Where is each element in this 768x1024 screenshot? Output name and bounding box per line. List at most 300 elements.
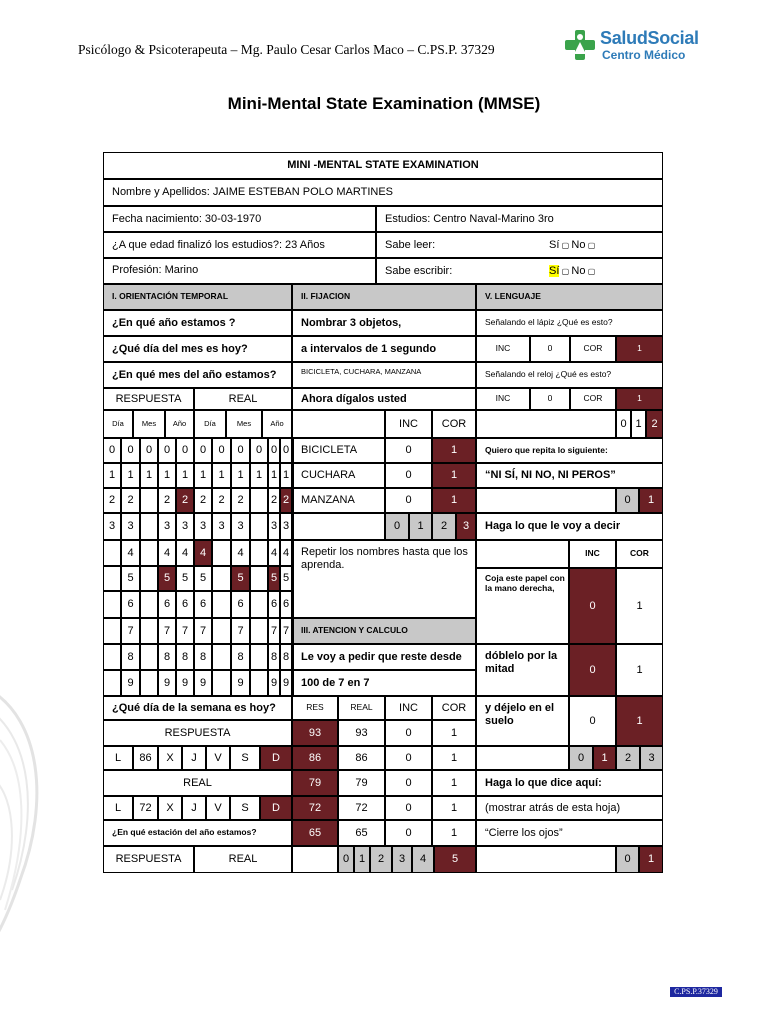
form-cell [476, 540, 569, 568]
form-cell [476, 438, 663, 463]
cell-text: 2 [651, 417, 658, 430]
digit-cell[interactable]: 5 [121, 566, 140, 591]
cell-text: BICICLETA, CUCHARA, MANZANA [301, 367, 422, 376]
digit-cell[interactable]: 3 [212, 513, 231, 540]
digit-cell[interactable]: 4 [268, 540, 280, 566]
digit-cell[interactable]: 9 [176, 670, 194, 696]
form-cell [206, 746, 230, 770]
form-cell [569, 644, 616, 696]
cell-text: 1 [450, 751, 458, 764]
digit-cell[interactable]: 9 [121, 670, 140, 696]
form-cell [570, 388, 616, 410]
cell-text: 1 [636, 599, 643, 612]
form-cell [432, 796, 476, 820]
cell-text: 0 [405, 801, 412, 814]
form-cell [476, 770, 663, 796]
digit-cell[interactable] [250, 618, 268, 644]
cell-text: CUCHARA [301, 469, 356, 482]
digit-cell[interactable]: 8 [158, 644, 176, 670]
option-si[interactable]: Sí [549, 264, 560, 277]
form-cell [639, 846, 663, 873]
cell-text: 65 [308, 826, 322, 839]
digit-cell[interactable]: 7 [158, 618, 176, 644]
form-cell [194, 388, 292, 410]
form-cell [260, 746, 292, 770]
cell-text: INC [495, 393, 511, 404]
cell-text: INC [399, 701, 418, 714]
digit-cell[interactable]: 2 [231, 488, 250, 513]
form-cell [103, 258, 376, 284]
digit-cell[interactable] [250, 488, 268, 513]
form-cell [530, 388, 570, 410]
cell-text: a intervalos de 1 segundo [301, 342, 437, 355]
form-cell [292, 388, 476, 410]
digit-cell[interactable] [250, 670, 268, 696]
digit-cell[interactable]: 1 [250, 463, 268, 488]
form-cell [103, 846, 194, 873]
footer-registration-badge: C.PS.P.37329 [670, 987, 722, 997]
form-cell [434, 846, 476, 873]
form-cell [616, 696, 663, 746]
form-cell [292, 410, 385, 438]
cell-text: 3 [648, 751, 655, 764]
cell-text: Sabe leer: [385, 238, 436, 251]
digit-cell[interactable]: 2 [121, 488, 140, 513]
digit-cell[interactable]: 4 [280, 540, 292, 566]
digit-cell[interactable]: 1 [103, 463, 121, 488]
digit-cell[interactable] [292, 591, 294, 618]
digit-cell[interactable]: 3 [268, 513, 280, 540]
form-cell [456, 513, 476, 540]
digit-cell[interactable]: 0 [140, 438, 158, 463]
cell-text: Repetir los nombres hasta que los aprenda. [301, 546, 468, 571]
digit-cell[interactable] [140, 670, 158, 696]
digit-cell[interactable] [292, 566, 294, 591]
cell-text: 0 [405, 444, 412, 457]
form-cell [260, 796, 292, 820]
escribir-options [549, 265, 595, 278]
form-cell [103, 232, 376, 258]
digit-cell[interactable] [250, 513, 268, 540]
digit-cell[interactable] [103, 591, 121, 618]
digit-cell[interactable] [292, 513, 294, 540]
digit-cell[interactable] [212, 644, 231, 670]
form-cell [292, 438, 385, 463]
form-cell [476, 284, 663, 310]
cell-text: 4 [419, 853, 427, 866]
digit-cell[interactable]: 1 [231, 463, 250, 488]
form-cell [182, 796, 206, 820]
cell-text: RESPUESTA [115, 392, 182, 405]
form-cell [292, 796, 338, 820]
digit-cell[interactable]: 5 [158, 566, 176, 591]
digit-cell[interactable]: 1 [280, 463, 292, 488]
digit-cell[interactable] [212, 618, 231, 644]
cell-text: Coja este papel con la mano derecha, [485, 573, 565, 593]
form-cell [385, 770, 432, 796]
form-cell [569, 540, 616, 568]
digit-cell[interactable]: 1 [158, 463, 176, 488]
form-cell [103, 310, 292, 336]
digit-cell[interactable]: 0 [250, 438, 268, 463]
form-cell [616, 488, 639, 513]
cell-text: 0 [624, 853, 631, 866]
digit-cell[interactable]: 6 [176, 591, 194, 618]
digit-cell[interactable] [103, 670, 121, 696]
digit-cell[interactable]: 0 [268, 438, 280, 463]
cell-text: 0 [405, 751, 412, 764]
cell-text: 93 [355, 726, 368, 739]
form-cell [103, 796, 133, 820]
form-cell [103, 206, 376, 232]
cell-text: ¿Qué día del mes es hoy? [112, 342, 248, 355]
digit-cell[interactable]: 9 [158, 670, 176, 696]
form-cell [570, 336, 616, 362]
form-cell [158, 796, 182, 820]
form-cell [476, 388, 530, 410]
digit-cell[interactable]: 6 [194, 591, 212, 618]
form-cell [476, 820, 663, 846]
form-cell [230, 796, 260, 820]
form-cell [103, 746, 133, 770]
form-cell [354, 846, 370, 873]
cell-text: COR [583, 393, 603, 404]
cell-text: Señalando el lápiz ¿Qué es esto? [485, 317, 613, 328]
form-cell [103, 362, 292, 388]
form-cell [103, 410, 133, 438]
digit-cell[interactable]: 3 [194, 513, 212, 540]
form-cell [616, 410, 631, 438]
digit-cell[interactable]: 7 [231, 618, 250, 644]
form-cell [616, 540, 663, 568]
digit-cell[interactable]: 6 [280, 591, 292, 618]
cell-text: “Cierre los ojos” [485, 826, 563, 839]
form-cell [292, 644, 476, 670]
form-cell [292, 720, 338, 746]
form-cell [103, 179, 663, 206]
digit-cell[interactable] [140, 488, 158, 513]
digit-cell[interactable] [140, 566, 158, 591]
digit-cell[interactable]: 9 [268, 670, 280, 696]
cell-text: Año [270, 418, 284, 428]
digit-cell[interactable]: 3 [231, 513, 250, 540]
cell-text: Le voy a pedir que reste desde [301, 650, 462, 663]
cell-text: Estudios: Centro Naval-Marino 3ro [385, 212, 554, 225]
digit-cell[interactable]: 5 [176, 566, 194, 591]
checkbox-icon[interactable]: ▢ [559, 240, 572, 250]
checkbox-icon[interactable]: ▢ [585, 240, 596, 250]
digit-cell[interactable]: 0 [212, 438, 231, 463]
digit-cell[interactable]: 6 [268, 591, 280, 618]
cell-text: Sabe escribir: [385, 264, 453, 277]
digit-cell[interactable]: 3 [176, 513, 194, 540]
form-cell [206, 796, 230, 820]
leer-options [549, 239, 595, 252]
form-cell [194, 410, 226, 438]
digit-cell[interactable]: 8 [280, 644, 292, 670]
cell-text: COR [441, 701, 467, 714]
cell-text: COR [441, 417, 467, 430]
form-cell [292, 513, 385, 540]
form-cell [292, 846, 338, 873]
digit-cell[interactable] [140, 591, 158, 618]
document-title: Mini-Mental State Examination (MMSE) [227, 94, 541, 113]
form-cell [476, 463, 663, 488]
cell-text: 0 [589, 599, 596, 612]
digit-cell[interactable]: 0 [158, 438, 176, 463]
option-no[interactable]: No [571, 264, 586, 277]
digit-cell[interactable] [250, 540, 268, 566]
digit-cell[interactable]: 3 [158, 513, 176, 540]
form-cell [476, 310, 663, 336]
cell-text: 100 de 7 en 7 [301, 676, 370, 689]
digit-cell[interactable]: 3 [280, 513, 292, 540]
digit-cell[interactable]: 0 [194, 438, 212, 463]
form-cell [103, 720, 292, 746]
digit-cell[interactable]: 0 [231, 438, 250, 463]
digit-cell[interactable]: 8 [121, 644, 140, 670]
cell-text: Haga lo que le voy a decir [485, 520, 621, 533]
cell-text: L [114, 801, 122, 814]
digit-cell[interactable]: 4 [121, 540, 140, 566]
cell-text: REAL [228, 853, 258, 866]
digit-cell[interactable] [140, 513, 158, 540]
digit-cell[interactable]: 4 [176, 540, 194, 566]
form-cell [432, 488, 476, 513]
form-cell [338, 696, 385, 720]
cell-text: 0 [624, 494, 631, 507]
digit-cell[interactable]: 8 [194, 644, 212, 670]
form-cell [476, 796, 663, 820]
digit-cell[interactable]: 4 [158, 540, 176, 566]
form-cell [385, 488, 432, 513]
cell-text: 0 [405, 469, 412, 482]
form-cell [476, 336, 530, 362]
cell-text: MINI -MENTAL STATE EXAMINATION [287, 159, 479, 172]
form-cell [476, 568, 569, 644]
form-cell [338, 820, 385, 846]
digit-cell[interactable]: 6 [158, 591, 176, 618]
digit-cell[interactable] [292, 438, 294, 463]
digit-cell[interactable] [292, 463, 294, 488]
form-cell [385, 796, 432, 820]
digit-cell[interactable]: 1 [194, 463, 212, 488]
digit-cell[interactable]: 0 [176, 438, 194, 463]
digit-cell[interactable]: 7 [176, 618, 194, 644]
digit-cell[interactable]: 7 [121, 618, 140, 644]
option-no[interactable]: No [571, 238, 586, 251]
cell-text: 0 [405, 494, 412, 507]
cell-text: 65 [355, 826, 368, 839]
form-cell [392, 846, 412, 873]
digit-cell[interactable]: 1 [121, 463, 140, 488]
digit-cell[interactable]: 6 [121, 591, 140, 618]
digit-cell[interactable]: 2 [212, 488, 231, 513]
cell-text: REAL [350, 702, 373, 713]
cell-text: S [241, 751, 249, 764]
form-cell [292, 618, 476, 644]
digit-cell[interactable] [103, 618, 121, 644]
digit-cell[interactable] [292, 644, 294, 670]
form-cell [432, 463, 476, 488]
cell-text: Quiero que repita lo siguiente: [485, 444, 608, 455]
form-cell [385, 746, 432, 770]
digit-cell[interactable] [250, 566, 268, 591]
digit-cell[interactable]: 2 [268, 488, 280, 513]
cell-text: V. LENGUAJE [485, 291, 541, 302]
checkbox-icon[interactable]: ▢ [559, 266, 572, 276]
form-cell [385, 513, 409, 540]
digit-cell[interactable]: 6 [231, 591, 250, 618]
digit-cell[interactable]: 7 [268, 618, 280, 644]
form-cell [338, 746, 385, 770]
digit-cell[interactable] [103, 644, 121, 670]
digit-cell[interactable] [212, 670, 231, 696]
form-cell [182, 746, 206, 770]
digit-cell[interactable]: 8 [176, 644, 194, 670]
digit-cell[interactable] [140, 540, 158, 566]
cell-text: 1 [358, 853, 366, 866]
cell-text: 0 [342, 853, 350, 866]
form-cell [476, 513, 663, 540]
cell-text: V [214, 751, 222, 764]
form-cell [432, 513, 456, 540]
digit-cell[interactable]: 2 [103, 488, 121, 513]
cell-text: III. ATENCION Y CALCULO [301, 625, 408, 636]
form-cell [103, 152, 663, 179]
cell-text: J [191, 751, 197, 764]
digit-cell[interactable]: 7 [194, 618, 212, 644]
digit-cell[interactable]: 8 [268, 644, 280, 670]
digit-cell[interactable]: 5 [194, 566, 212, 591]
cell-text: 1 [636, 663, 643, 676]
cell-text: RESPUESTA [115, 853, 182, 866]
digit-cell[interactable]: 0 [103, 438, 121, 463]
digit-cell[interactable]: 5 [231, 566, 250, 591]
digit-cell[interactable]: 7 [280, 618, 292, 644]
cell-text: 79 [308, 776, 322, 789]
digit-cell[interactable] [140, 644, 158, 670]
form-cell [226, 410, 262, 438]
cell-text: 1 [636, 714, 643, 727]
cell-text: 86 [139, 751, 152, 764]
digit-cell[interactable] [250, 591, 268, 618]
digit-cell[interactable] [212, 591, 231, 618]
form-cell [476, 488, 616, 513]
digit-cell[interactable]: 9 [194, 670, 212, 696]
cell-text: J [191, 801, 197, 814]
form-cell [616, 644, 663, 696]
cell-text: COR [583, 343, 603, 354]
digit-cell[interactable]: 9 [231, 670, 250, 696]
form-cell [158, 746, 182, 770]
form-cell [292, 284, 476, 310]
cell-text: Haga lo que dice aquí: [485, 776, 602, 789]
cell-text: 0 [577, 751, 585, 764]
cell-text: RESPUESTA [164, 726, 231, 739]
cell-text: Nombre y Apellidos: JAIME ESTEBAN POLO MARTINES [112, 186, 393, 199]
digit-cell[interactable]: 2 [194, 488, 212, 513]
cell-text: Día [204, 418, 216, 428]
cell-text: 5 [451, 853, 459, 866]
digit-cell[interactable]: 2 [280, 488, 292, 513]
cell-text: V [214, 801, 222, 814]
form-cell [639, 488, 663, 513]
digit-cell[interactable]: 4 [194, 540, 212, 566]
digit-cell[interactable]: 0 [121, 438, 140, 463]
digit-cell[interactable]: 3 [103, 513, 121, 540]
digit-cell[interactable] [103, 540, 121, 566]
form-cell [292, 540, 476, 618]
digit-cell[interactable]: 8 [231, 644, 250, 670]
cell-text: Mes [141, 418, 157, 428]
form-cell [476, 696, 569, 746]
digit-cell[interactable]: 2 [158, 488, 176, 513]
digit-cell[interactable] [292, 618, 294, 644]
digit-cell[interactable]: 4 [231, 540, 250, 566]
form-cell [376, 232, 663, 258]
cell-text: Ahora dígalos usted [301, 392, 407, 405]
form-cell [103, 336, 292, 362]
option-si[interactable]: Sí [549, 238, 560, 251]
cell-text: 1 [417, 520, 424, 533]
cell-text: S [241, 801, 249, 814]
form-cell [103, 388, 194, 410]
digit-cell[interactable] [292, 540, 294, 566]
cell-text: ¿A que edad finalizó los estudios?: 23 Años [112, 238, 325, 251]
digit-cell[interactable]: 1 [176, 463, 194, 488]
digit-cell[interactable]: 3 [121, 513, 140, 540]
form-cell [230, 746, 260, 770]
form-cell [133, 410, 165, 438]
form-cell [569, 696, 616, 746]
digit-cell[interactable] [103, 566, 121, 591]
cell-text: Nombrar 3 objetos, [301, 316, 402, 329]
digit-cell[interactable]: 1 [140, 463, 158, 488]
digit-cell[interactable]: 1 [212, 463, 231, 488]
digit-cell[interactable]: 1 [268, 463, 280, 488]
cell-text: INC [495, 343, 511, 354]
checkbox-icon[interactable]: ▢ [585, 266, 596, 276]
cell-text: INC [585, 548, 600, 559]
cell-text: REAL [228, 392, 258, 405]
cell-text: 3 [462, 520, 470, 533]
form-cell [370, 846, 392, 873]
cell-text: ¿En qué mes del año estamos? [112, 368, 277, 381]
digit-cell[interactable]: 2 [176, 488, 194, 513]
digit-cell[interactable] [212, 566, 231, 591]
logo-title: SaludSocial [600, 28, 699, 48]
cell-text: L [114, 751, 122, 764]
form-cell [292, 770, 338, 796]
cell-text: 1 [637, 343, 642, 354]
digit-cell[interactable] [292, 670, 294, 696]
cell-text: Mes [236, 418, 252, 428]
form-cell [616, 568, 663, 644]
digit-cell[interactable]: 0 [280, 438, 292, 463]
digit-cell[interactable] [250, 644, 268, 670]
digit-cell[interactable] [140, 618, 158, 644]
digit-cell[interactable] [212, 540, 231, 566]
digit-cell[interactable]: 5 [268, 566, 280, 591]
digit-cell[interactable] [292, 488, 294, 513]
form-cell [103, 284, 292, 310]
form-cell [385, 820, 432, 846]
digit-cell[interactable]: 5 [280, 566, 292, 591]
digit-cell[interactable]: 9 [280, 670, 292, 696]
cell-text: 1 [450, 776, 458, 789]
form-cell [103, 820, 292, 846]
